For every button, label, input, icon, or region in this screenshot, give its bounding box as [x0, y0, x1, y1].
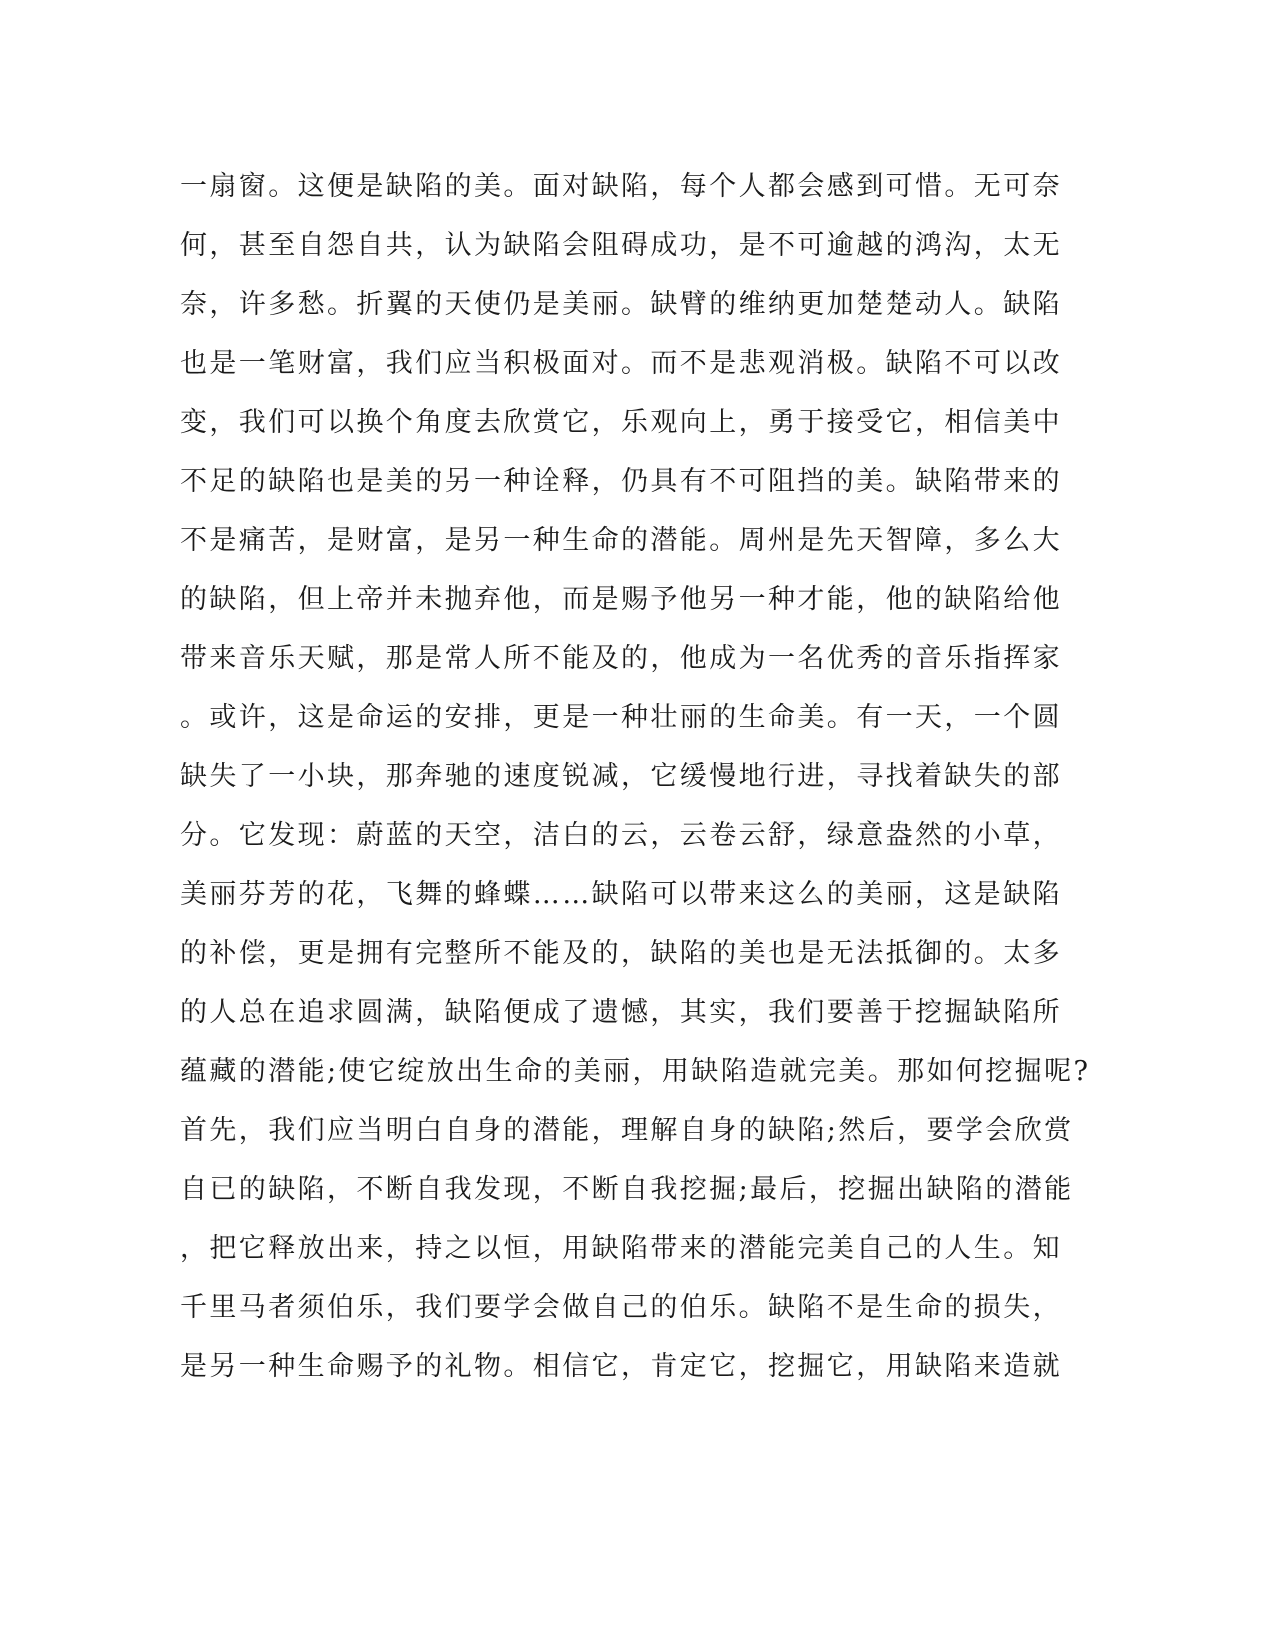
text-line: 变，我们可以换个角度去欣赏它，乐观向上，勇于接受它，相信美中	[180, 407, 1062, 438]
text-line: 何，甚至自怨自共，认为缺陷会阻碍成功，是不可逾越的鸿沟，太无	[180, 230, 1062, 261]
text-line: 一扇窗。这便是缺陷的美。面对缺陷，每个人都会感到可惜。无可奈	[180, 171, 1062, 202]
text-line: 也是一笔财富，我们应当积极面对。而不是悲观消极。缺陷不可以改	[180, 348, 1062, 379]
body-text	[180, 157, 1091, 1396]
text-line: 是另一种生命赐予的礼物。相信它，肯定它，挖掘它，用缺陷来造就	[180, 1351, 1062, 1382]
text-line: 美丽芬芳的花，飞舞的蜂蝶……缺陷可以带来这么的美丽，这是缺陷	[180, 879, 1062, 910]
text-line: 带来音乐天赋，那是常人所不能及的，他成为一名优秀的音乐指挥家	[180, 643, 1062, 674]
text-line: 的人总在追求圆满，缺陷便成了遗憾，其实，我们要善于挖掘缺陷所	[180, 997, 1062, 1028]
text-line: 蕴藏的潜能;使它绽放出生命的美丽，用缺陷造就完美。那如何挖掘呢?	[180, 1056, 1091, 1087]
text-line: 的补偿，更是拥有完整所不能及的，缺陷的美也是无法抵御的。太多	[180, 938, 1062, 969]
text-line: 不是痛苦，是财富，是另一种生命的潜能。周州是先天智障，多么大	[180, 525, 1062, 556]
text-line: 首先，我们应当明白自身的潜能，理解自身的缺陷;然后，要学会欣赏	[180, 1115, 1074, 1146]
text-line: 自已的缺陷，不断自我发现，不断自我挖掘;最后，挖掘出缺陷的潜能	[180, 1174, 1074, 1205]
text-line: 的缺陷，但上帝并未抛弃他，而是赐予他另一种才能，他的缺陷给他	[180, 584, 1062, 615]
text-line: ，把它释放出来，持之以恒，用缺陷带来的潜能完美自己的人生。知	[180, 1233, 1062, 1264]
text-line: 千里马者须伯乐，我们要学会做自己的伯乐。缺陷不是生命的损失，	[180, 1292, 1062, 1323]
text-line: 分。它发现：蔚蓝的天空，洁白的云，云卷云舒，绿意盎然的小草，	[180, 820, 1062, 851]
text-line: 奈，许多愁。折翼的天使仍是美丽。缺臂的维纳更加楚楚动人。缺陷	[180, 289, 1062, 320]
text-line: 不足的缺陷也是美的另一种诠释，仍具有不可阻挡的美。缺陷带来的	[180, 466, 1062, 497]
text-line: 。或许，这是命运的安排，更是一种壮丽的生命美。有一天，一个圆	[180, 702, 1062, 733]
text-line: 缺失了一小块，那奔驰的速度锐减，它缓慢地行进，寻找着缺失的部	[180, 761, 1062, 792]
